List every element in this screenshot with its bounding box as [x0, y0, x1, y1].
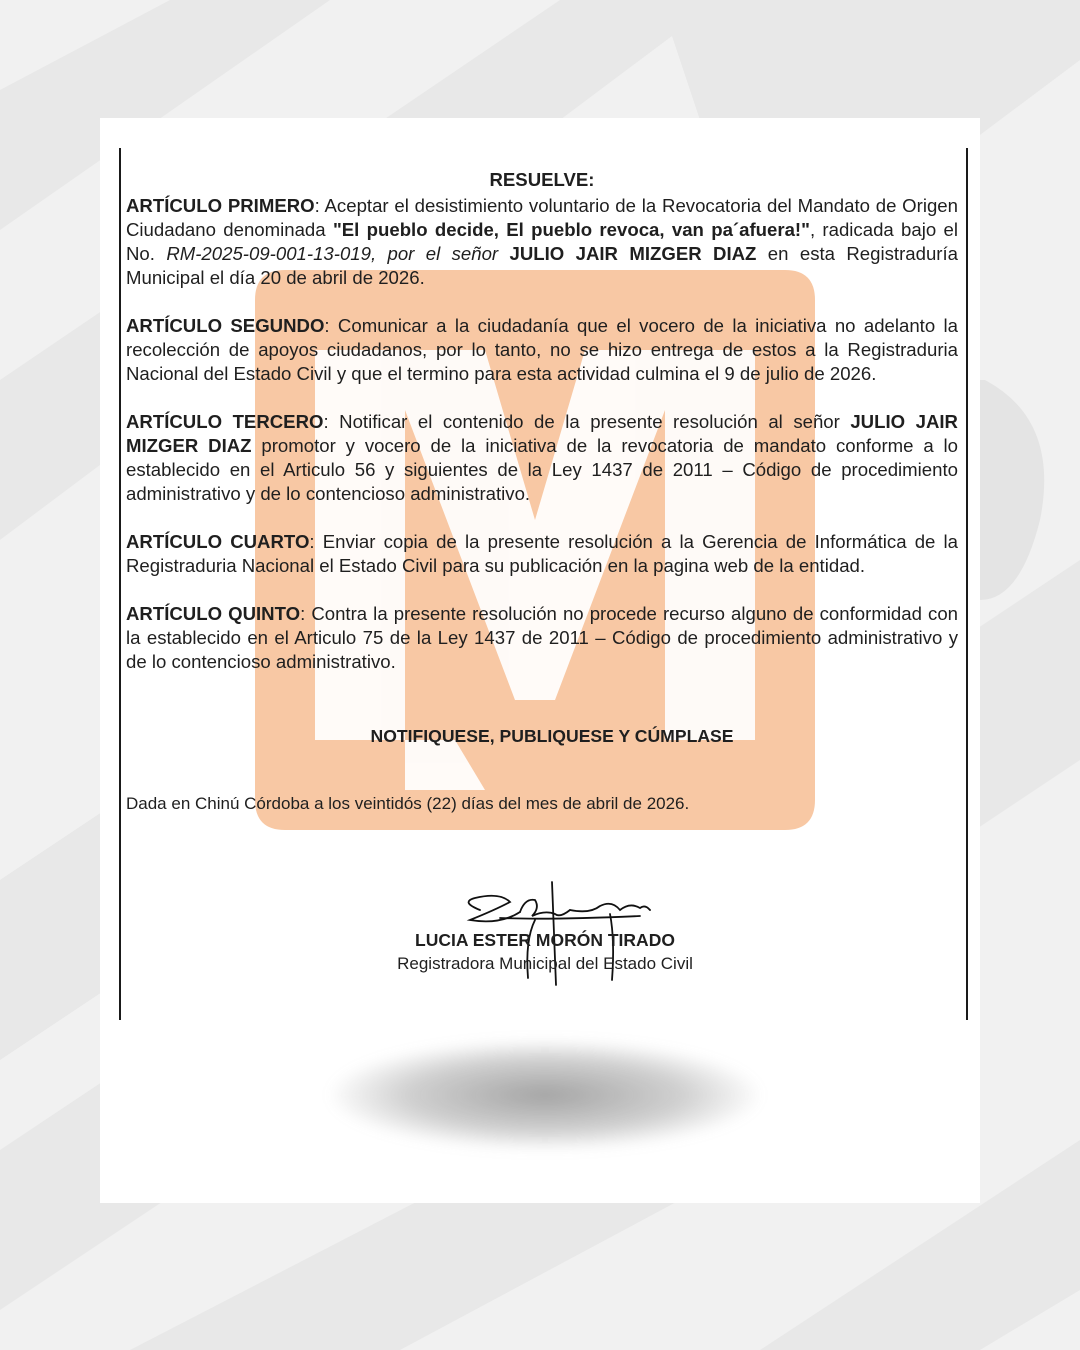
article-text — [498, 243, 509, 264]
signature-block — [330, 880, 760, 990]
article-text: : Aceptar el desistimiento voluntario de la Revocatoria del Mandato de Origen Ciudadano denominada — [126, 195, 958, 240]
article-cuarto — [126, 530, 958, 578]
page-shadow — [330, 1040, 760, 1150]
article-text: promotor y vocero de la iniciativa de la revocatoria de mandato conforme a lo establecido en el Articulo 56 y siguientes de la Ley 1437 de 2011 – Código de procedimiento administrativo y de lo contencioso administrativo. — [126, 435, 958, 504]
closing-statement: NOTIFIQUESE, PUBLIQUESE Y CÚMPLASE — [370, 726, 734, 746]
article-text: : Contra la presente resolución no procede recurso alguno de conformidad con la establecido en el Articulo 75 de la Ley 1437 de 2011 – Código de procedimiento administrativo y de lo contencioso administrativo. — [126, 603, 958, 672]
resolution-body — [126, 168, 958, 816]
article-segundo — [126, 314, 958, 386]
article-label: ARTÍCULO SEGUNDO — [126, 315, 325, 336]
article-text: : Comunicar a la ciudadanía que el vocero de la iniciativa no adelanto la recolección de apoyos ciudadanos, por lo tanto, no se hizo entrega de estos a la Registraduria Nacional del Estado Civil y que el termino para esta actividad culmina el 9 de julio de 2026. — [126, 315, 959, 384]
article-label: ARTÍCULO CUARTO — [126, 531, 310, 552]
article-text: : Notificar el contenido de la presente resolución al señor — [323, 411, 851, 432]
date-place-statement: Dada en Chinú Córdoba a los veintidós (22) días del mes de abril de 2026. — [126, 794, 690, 813]
file-number: RM-2025-09-001-13-019, por el señor — [166, 243, 499, 264]
article-label: ARTÍCULO QUINTO — [126, 603, 301, 624]
person-name: JULIO JAIR MIZGER DIAZ — [126, 411, 958, 456]
article-label: ARTÍCULO PRIMERO — [126, 195, 315, 216]
resolution-heading: RESUELVE: — [489, 169, 595, 190]
article-text: , radicada bajo el No. — [126, 219, 959, 264]
signatory-name: LUCIA ESTER MORÓN TIRADO — [415, 930, 675, 950]
article-text: : Enviar copia de la presente resolución a la Gerencia de Informática de la Registraduria Nacional el Estado Civil para su publicación en la pagina web de la entidad. — [126, 531, 958, 576]
initiative-name: "El pueblo decide, El pueblo revoca, van pa´afuera!" — [332, 219, 810, 240]
article-text: en esta Registraduría Municipal el día 20 de abril de 2026. — [126, 243, 958, 288]
article-label: ARTÍCULO TERCERO — [126, 411, 324, 432]
signatory-title: Registradora Municipal del Estado Civil — [397, 954, 693, 973]
article-primero — [126, 194, 958, 290]
person-name: JULIO JAIR MIZGER DIAZ — [509, 243, 757, 264]
article-tercero — [126, 410, 958, 506]
article-quinto — [126, 602, 958, 674]
